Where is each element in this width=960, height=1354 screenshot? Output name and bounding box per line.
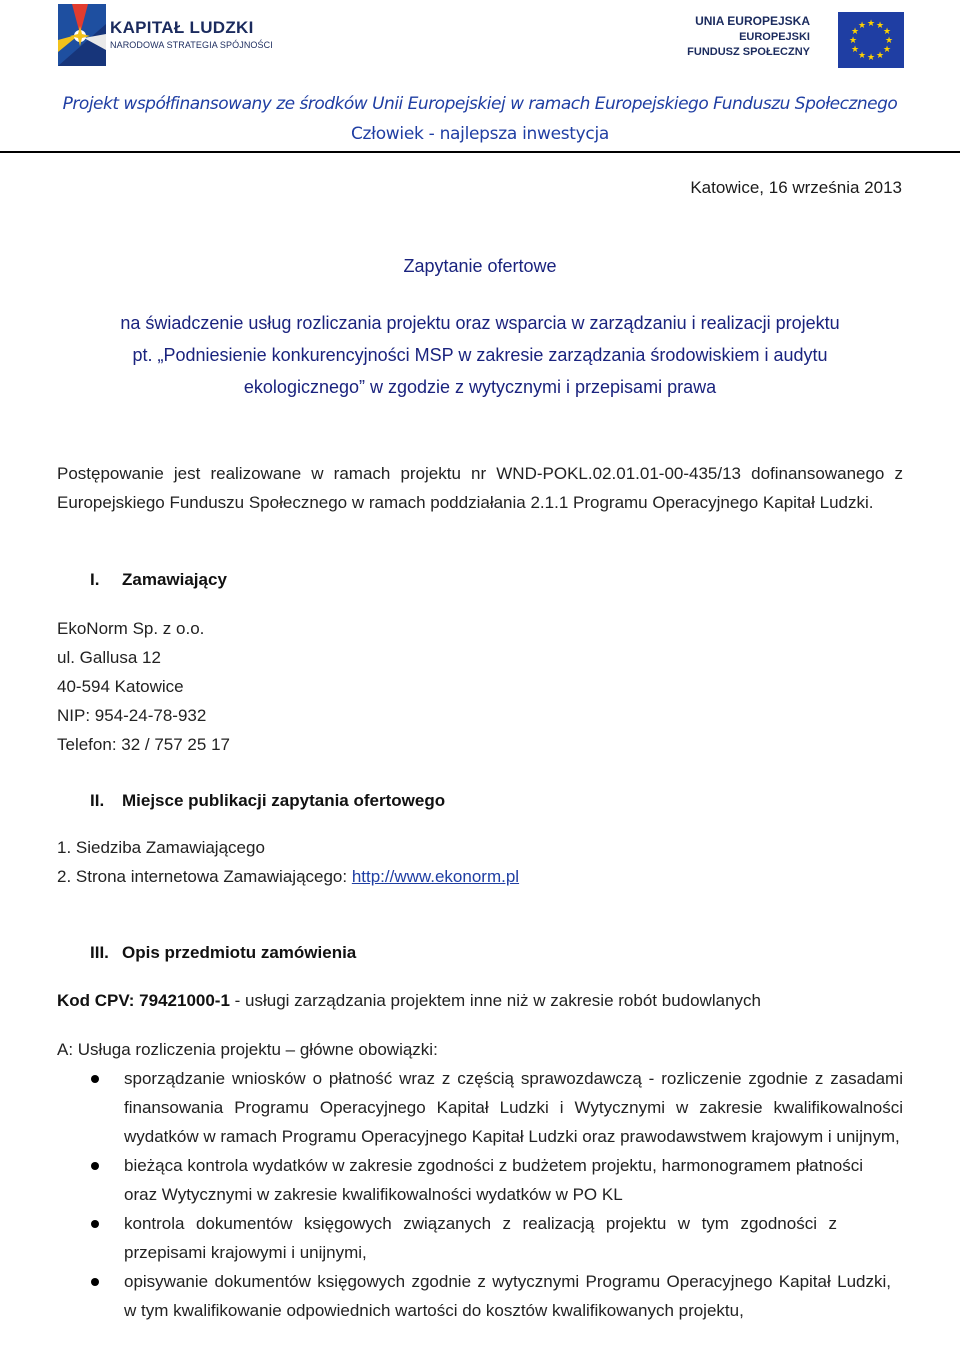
company-nip: NIP: 954-24-78-932 (57, 706, 207, 725)
kapital-ludzki-emblem-icon (58, 4, 106, 66)
publication-places (57, 833, 903, 891)
eu-logo-line1: UNIA EUROPEJSKA (695, 14, 810, 28)
service-a-heading: A: Usługa rozliczenia projektu – główne obowiązki: (57, 1040, 438, 1059)
publication-item: 1. Siedziba Zamawiającego (57, 838, 265, 857)
kapital-ludzki-title: KAPITAŁ LUDZKI (110, 18, 254, 37)
kapital-ludzki-logo (58, 4, 273, 66)
svg-text:★: ★ (850, 45, 860, 55)
cpv-code-label: Kod CPV: 79421000-1 (57, 991, 230, 1010)
cpv-code-line (57, 986, 903, 1015)
svg-text:★: ★ (850, 27, 860, 37)
svg-text:★: ★ (884, 36, 894, 46)
section-3-heading (90, 938, 936, 967)
subtitle-line: ekologicznego” w zgodzie z wytycznymi i przepisami prawa (243, 377, 717, 397)
list-item-text: kontrola dokumentów księgowych związanych z realizacją projektu w tym zgodności z przepisami krajowymi i unijnymi, (124, 1214, 837, 1262)
list-item (57, 1209, 903, 1267)
svg-text:★: ★ (848, 36, 858, 46)
contracting-party-details (57, 614, 903, 759)
funding-statement: Projekt współfinansowany ze środków Unii Europejskiej w ramach Europejskiego Funduszu Społecznego (62, 94, 898, 114)
section-number: III. (90, 943, 109, 962)
svg-text:★: ★ (866, 53, 876, 63)
subtitle-line: pt. „Podniesienie konkurencyjności MSP w zakresie zarządzania środowiskiem i audytu (132, 345, 828, 365)
svg-text:★: ★ (866, 19, 876, 29)
section-2-heading (90, 786, 936, 815)
bullet-icon (91, 1075, 99, 1083)
svg-text:★: ★ (882, 27, 892, 37)
document-date: Katowice, 16 września 2013 (690, 178, 902, 197)
svg-text:★: ★ (875, 21, 885, 31)
section-title: Miejsce publikacji zapytania ofertowego (122, 791, 446, 810)
eu-logo-line2: EUROPEJSKI (739, 31, 810, 43)
list-item (57, 1064, 903, 1151)
eu-efs-logo (687, 10, 906, 70)
document-title: Zapytanie ofertowe (403, 256, 557, 276)
document-subtitle (0, 307, 960, 403)
website-link[interactable]: http://www.ekonorm.pl (351, 867, 520, 886)
list-item-text: bieżąca kontrola wydatków w zakresie zgodności z budżetem projektu, harmonogramem płatności oraz Wytycznymi w zakresie kwalifikowalności wydatków w PO KL (124, 1156, 863, 1204)
subtitle-line: na świadczenie usług rozliczania projektu oraz wsparcia w zarządzaniu i realizacji projektu (120, 313, 840, 333)
eu-flag-icon (838, 12, 904, 68)
duties-list (57, 1064, 903, 1325)
list-item-text: opisywanie dokumentów księgowych zgodnie z wytycznymi Programu Operacyjnego Kapitał Ludzki, w tym kwalifikowanie odpowiednich wartości do kosztów kwalifikowanych projektu, (124, 1272, 891, 1320)
list-item (57, 1151, 903, 1209)
list-item (57, 1267, 903, 1325)
eu-logo-line3: FUNDUSZ SPOŁECZNY (687, 46, 810, 58)
section-number: I. (90, 570, 100, 589)
section-number: II. (90, 791, 105, 810)
publication-item-label: 2. Strona internetowa Zamawiającego: (57, 867, 352, 886)
svg-text:★: ★ (857, 21, 867, 31)
section-1-heading (90, 565, 936, 594)
list-item-text: sporządzanie wniosków o płatność wraz z częścią sprawozdawczą - rozliczenie zgodnie z zasadami finansowania Programu Operacyjnego Kapitał Ludzki i Wytycznymi w zakresie kwalifikowalności wydatków w ramach Programu Operacyjnego Kapitał Ludzki oraz prawodawstwem krajowym i unijnym, (124, 1069, 903, 1146)
intro-paragraph: Postępowanie jest realizowane w ramach projektu nr WND-POKL.02.01.01-00-435/13 dofinansowanego z Europejskiego Funduszu Społecznego w ramach poddziałania 2.1.1 Programu Operacyjnego Kapitał Ludzki. (57, 464, 903, 512)
svg-text:★: ★ (875, 51, 885, 61)
bullet-icon (91, 1278, 99, 1286)
company-name: EkoNorm Sp. z o.o. (57, 619, 205, 638)
company-street: ul. Gallusa 12 (57, 648, 161, 667)
company-city: 40-594 Katowice (57, 677, 184, 696)
publication-item (57, 862, 903, 891)
bullet-icon (91, 1162, 99, 1170)
kapital-ludzki-subtitle: NARODOWA STRATEGIA SPÓJNOŚCI (110, 40, 273, 50)
bullet-icon (91, 1220, 99, 1228)
programme-slogan: Człowiek - najlepsza inwestycja (350, 124, 610, 144)
svg-text:★: ★ (857, 51, 867, 61)
section-title: Opis przedmiotu zamówienia (122, 943, 357, 962)
company-phone: Telefon: 32 / 757 25 17 (57, 735, 230, 754)
header-divider (0, 151, 960, 153)
section-title: Zamawiający (122, 570, 227, 589)
svg-text:★: ★ (882, 45, 892, 55)
cpv-code-description: - usługi zarządzania projektem inne niż w zakresie robót budowlanych (229, 991, 761, 1010)
